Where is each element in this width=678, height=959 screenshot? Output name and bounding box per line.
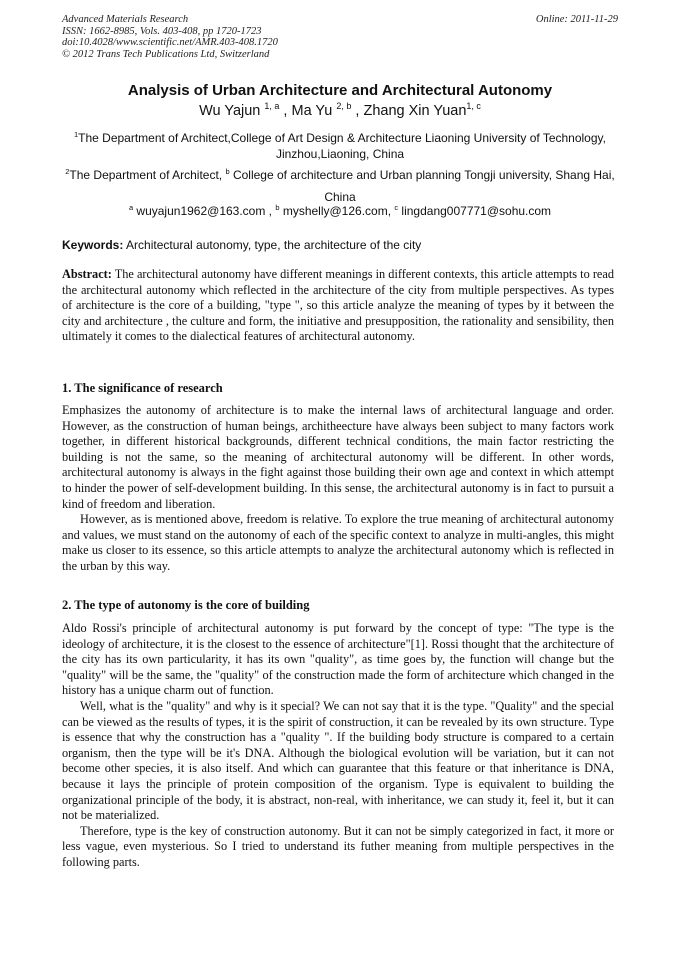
journal-header bbox=[62, 14, 618, 60]
author-name: Zhang Xin Yuan bbox=[363, 103, 467, 119]
journal-name: Advanced Materials Research bbox=[62, 14, 189, 25]
abstract bbox=[62, 267, 614, 345]
author-affiliation-mark: 1, c bbox=[466, 101, 481, 112]
author-list bbox=[62, 103, 618, 119]
paragraph: However, as is mentioned above, freedom is relative. To explore the true meaning of architectural autonomy and values, we must stand on the autonomy of each of the specific context to analyze in multi-angles, this might make us closer to its essence, so this article attempts to analyze the architectural autonomy which is reflected in the urban by this way. bbox=[62, 512, 614, 573]
copyright-line: © 2012 Trans Tech Publications Ltd, Switzerland bbox=[62, 48, 270, 60]
author-emails bbox=[62, 204, 618, 218]
section-2-heading: 2. The type of autonomy is the core of building bbox=[62, 598, 310, 612]
paper-title: Analysis of Urban Architecture and Architectural Autonomy bbox=[127, 82, 553, 99]
email-link[interactable]: wuyajun1962@163.com , bbox=[133, 204, 276, 218]
affiliation-text: The Department of Architect,College of Art Design & Architecture Liaoning University of Technology, Jinzhou,Liaoning, China bbox=[78, 131, 606, 161]
keywords bbox=[62, 238, 618, 252]
online-date: Online: 2011-11-29 bbox=[535, 14, 618, 25]
paragraph: Therefore, type is the key of construction autonomy. But it can not be simply categorized in fact, it more or less vague, even mysterious. So I tried to understand its futher meaning from multiple perspectives in the following parts. bbox=[62, 823, 614, 869]
email-mark: c bbox=[394, 203, 399, 212]
email-link[interactable]: myshelly@126.com, bbox=[279, 204, 395, 218]
section-2-body bbox=[62, 621, 614, 871]
doi-line[interactable]: doi:10.4028/www.scientific.net/AMR.403-408.1720 bbox=[62, 37, 278, 48]
abstract-text: The architectural autonomy have different meanings in different contexts, this article attempts to read the architectural autonomy which reflected in the architecture of the city from multiple perspectives. As types of architecture is the core of a building, "type ", so this article analyze the meaning of types by it between the city and architecture , the culture and form, the initiative and presupposition, the rationality and sensibility, then ultimately it comes to the dialectical features of architectural autonomy. bbox=[62, 267, 614, 344]
author-affiliation-mark: 1, a bbox=[264, 101, 280, 112]
email-mark: a bbox=[128, 203, 134, 212]
affiliation-mark: b bbox=[225, 167, 230, 176]
author-name: Ma Yu bbox=[291, 103, 337, 119]
keywords-label: Keywords: bbox=[62, 238, 124, 252]
author-separator: , bbox=[279, 103, 292, 119]
paragraph: Well, what is the "quality" and why is it special? We can not say that it is the type. "Quality" and the special can be viewed as the results of types, it is the spirit of construction, it can be revealed by its own structure. Type is essence that why the construction has a "quality ". If the building body structure is compared to a certain organism, then the type will be it's DNA. Although the biological evolution will be variation, but it can not become other species, it is also itself. And which can guarantee that this feature or that inheritance is DNA, because it lays the principle of protein composition of the organism. Type is equivalent to building the organizational principle of the body, it is abstract, non-real, with inheritance, we can study it, feel it, but it can not be materialized. bbox=[62, 698, 614, 823]
abstract-label: Abstract: bbox=[62, 267, 112, 281]
affiliation-text: College of architecture and Urban planning Tongji university, Shang Hai, China bbox=[229, 168, 615, 204]
author-separator: , bbox=[351, 103, 364, 119]
affiliation-1 bbox=[62, 130, 618, 162]
section-1-body bbox=[62, 403, 614, 575]
section-1-heading: 1. The significance of research bbox=[62, 381, 223, 395]
affiliation-2 bbox=[62, 164, 618, 208]
author-affiliation-mark: 2, b bbox=[336, 101, 352, 112]
email-mark: b bbox=[275, 203, 280, 212]
paragraph: Emphasizes the autonomy of architecture is to make the internal laws of architectural language and order. However, as the construction of human beings, architheecture have always been subject to many factors work together, in different historical backgrounds, different technical conditions, the main factor restricting the building is not the same, so the meaning of architectural autonomy will be different. In other words, architectural autonomy is always in the fight against those building their own age and context in which attempt to hinder the power of self-development building. In this sense, the architectural autonomy is in fact to pursuit a kind of freedom and liberation. bbox=[62, 403, 614, 511]
affiliation-mark: 2 bbox=[65, 167, 70, 176]
affiliation-mark: 1 bbox=[74, 130, 79, 139]
issn-line: ISSN: 1662-8985, Vols. 403-408, pp 1720-1723 bbox=[62, 25, 262, 37]
author-name: Wu Yajun bbox=[199, 103, 265, 119]
paragraph: Aldo Rossi's principle of architectural autonomy is put forward by the concept of type: "The type is the ideology of architecture, it is the closest to the essence of architecture"[1]. Rossi thought that the architecture of the city has its own particularity, it has its own "quality", as time goes by, the function will change but the "quality" will be the same, the "quality" of the construction made the form of architecture which changed in the history has a unique charm out of function. bbox=[62, 621, 614, 698]
affiliation-text: The Department of Architect, bbox=[69, 168, 226, 182]
email-link[interactable]: lingdang007771@sohu.com bbox=[398, 204, 552, 218]
keywords-text: Architectural autonomy, type, the architecture of the city bbox=[123, 238, 422, 252]
